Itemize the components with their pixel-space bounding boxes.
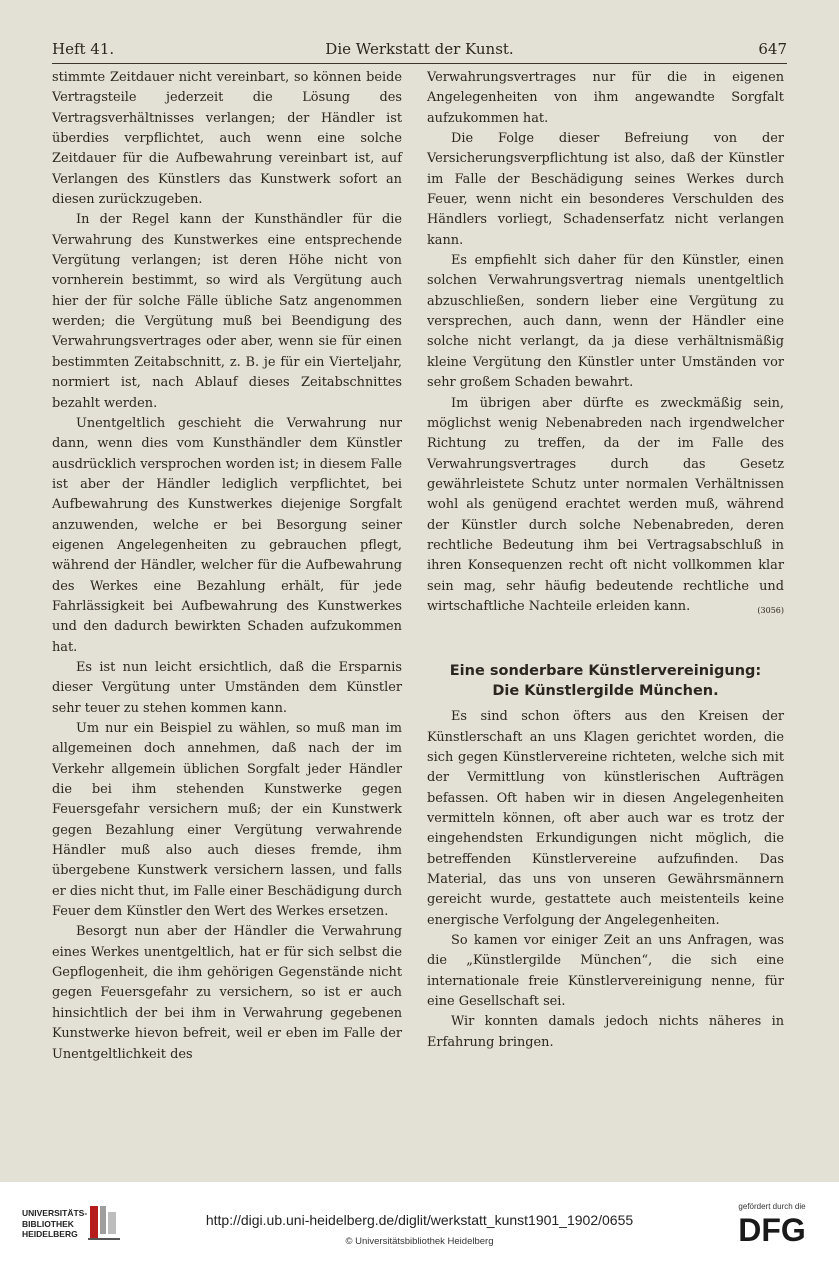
paragraph-text: Im übrigen aber dürfte es zweckmäßig sein, möglichst wenig Nebenabreden nach irgendwelcher Richtung zu treffen, da der im Falle des Verwahrungsvertrages durch das Gesetz gewährleistete Schutz unter normalen Verhältnissen wohl als genügend erachtet werden muß, während der Künstler durch solche Nebenabreden, deren rechtliche Bedeutung ihm bei Vertragsabschluß in ihren Konsequenzen recht oft nicht vollkommen klar sein mag, sehr häufig bedeutende rechtliche und wirtschaftliche Nachteile erleiden kann. <box>427 395 784 614</box>
paragraph: Besorgt nun aber der Händler die Verwahrung eines Werkes unentgeltlich, hat er für sich selbst die Gepflogenheit, die ihm gehörigen Gegenstände nicht gegen Feuersgefahr zu versichern, so ist er auch hinsichtlich der bei ihm in Verwahrung gegebenen Kunstwerke hievon befreit, weil er eben im Falle der Unentgeltlichkeit des <box>52 924 402 1062</box>
paragraph: Es ist nun leicht ersichtlich, daß die Ersparnis dieser Vergütung unter Umständen dem Künstler sehr teuer zu stehen kommen kann. <box>52 659 402 716</box>
library-name-line: UNIVERSITÄTS- <box>22 1208 88 1218</box>
paragraph: Die Folge dieser Befreiung von der Versicherungsverpflichtung ist also, daß der Künstler im Falle der Beschädigung seines Werkes durch Feuer, wenn nicht ein besonderes Verschulden des Händlers vorliegt, Schadenserfatz nicht verlangen kann. <box>427 131 784 248</box>
page-number: 647 <box>758 40 787 58</box>
left-column <box>52 68 402 1065</box>
journal-title: Die Werkstatt der Kunst. <box>325 40 514 58</box>
article-headline: Eine sonderbare Künstlervereinigung: <box>449 663 762 680</box>
paragraph: In der Regel kann der Kunsthändler für die Verwahrung des Kunstwerkes eine entsprechende Vergütung verlangen; ist deren Höhe nicht von vornherein bestimmt, so wird als Vergütung auch hier der für solche Fälle übliche Satz angenommen werden; die Vergütung muß bei Beendigung des Verwahrungsvertrages oder aber, wenn sie für einen bestimmten Zeitabschnitt, z. B. je für ein Vierteljahr, normiert ist, nach Ablauf dieses Zeitabschnittes bezahlt werden. <box>52 212 402 411</box>
paragraph: Verwahrungsvertrages nur für die in eigenen Angelegenheiten von ihm angewandte Sorgfalt aufzukommen hat. <box>427 70 784 126</box>
paragraph: Es empfiehlt sich daher für den Künstler, einen solchen Verwahrungsvertrag niemals unentgeltlich abzuschließen, sondern lieber eine Vergütung zu versprechen, auch dann, wenn der Händler eine solche nicht verlangt, da ja diese verhältnismäßig kleine Vergütung den Künstler unter Umständen vor sehr großem Schaden bewahrt. <box>427 253 784 391</box>
paragraph: Es sind schon öfters aus den Kreisen der Künstlerschaft an uns Klagen gerichtet worden, die sich gegen Künstlervereine richteten, welche sich mit der Vermittlung von künstlerischen Aufträgen befassen. Oft haben wir in diesen Angelegenheiten vermitteln können, oft aber auch war es trotz der eingehendsten Erkundigungen nicht möglich, die betreffenden Künstlervereine aufzufinden. Das Material, das uns von unseren Gewährsmännern gereicht wurde, gestattete auch meistenteils keine energische Verfolgung der Angelegenheiten. <box>427 709 784 928</box>
digitization-footer <box>0 1182 839 1267</box>
copyright-notice: © Universitätsbibliothek Heidelberg <box>345 1236 494 1247</box>
funded-by-label: gefördert durch die <box>738 1202 806 1211</box>
article-signature: (3056) <box>757 605 784 615</box>
running-header <box>52 40 787 62</box>
paragraph: stimmte Zeitdauer nicht vereinbart, so können beide Vertragsteile jederzeit die Lösung des Vertragsverhältnisses verlangen; der Händler ist überdies verpflichtet, auch wenn eine solche Zeitdauer für die Aufbewahrung vereinbart ist, auf Verlangen des Künstlers das Kunstwerk sofort an diesen zurückzugeben. <box>52 70 402 208</box>
paragraph: So kamen vor einiger Zeit an uns Anfragen, was die „Künstlergilde München“, die sich eine internationale freie Künstlervereinigung nenne, für eine Gesellschaft sei. <box>427 933 784 1010</box>
header-rule <box>52 63 787 64</box>
paragraph: Unentgeltlich geschieht die Verwahrung nur dann, wenn dies vom Kunsthändler dem Künstler ausdrücklich versprochen worden ist; in diesem Falle ist aber der Händler lediglich verpflichtet, bei Aufbewahrung des Kunstwerkes diejenige Sorgfalt anzuwenden, welche er bei Besorgung seiner eigenen Angelegenheiten zu gebrauchen pflegt, während der Händler, welcher für die Aufbewahrung des Werkes eine Bezahlung erhält, für jede Fahrlässigkeit bei Aufbewahrung des Kunstwerkes und den dadurch bewirkten Schaden aufzukommen hat. <box>52 415 402 655</box>
dfg-logo-icon <box>730 1213 814 1245</box>
paragraph: Um nur ein Beispiel zu wählen, so muß man im allgemeinen doch annehmen, daß nach der im Verkehr allgemein üblichen Sorgfalt jeder Händler die bei ihm stehenden Kunstwerke gegen Feuersgefahr versichern muß; der ein Kunstwerk gegen Bezahlung einer Vergütung verwahrende Händler muß also auch dieses fremde, ihm übergebene Kunstwerk versichern lassen, und falls er dies nicht thut, im Falle einer Beschädigung durch Feuer dem Künstler den Wert des Werkes ersetzen. <box>52 721 402 920</box>
paragraph <box>427 394 784 618</box>
issue-number: Heft 41. <box>52 40 115 58</box>
library-name-line: HEIDELBERG <box>22 1229 78 1239</box>
article-subheadline: Die Künstlergilde München. <box>492 683 719 700</box>
source-url-link[interactable]: http://digi.ub.uni-heidelberg.de/diglit/werkstatt_kunst1901_1902/0655 <box>205 1212 634 1228</box>
right-column <box>427 68 784 1053</box>
funding-badge <box>727 1202 817 1249</box>
paragraph: Wir konnten damals jedoch nichts näheres in Erfahrung bringen. <box>427 1014 784 1050</box>
dfg-logo-text: DFG <box>738 1213 806 1245</box>
library-name-line: BIBLIOTHEK <box>22 1218 74 1229</box>
